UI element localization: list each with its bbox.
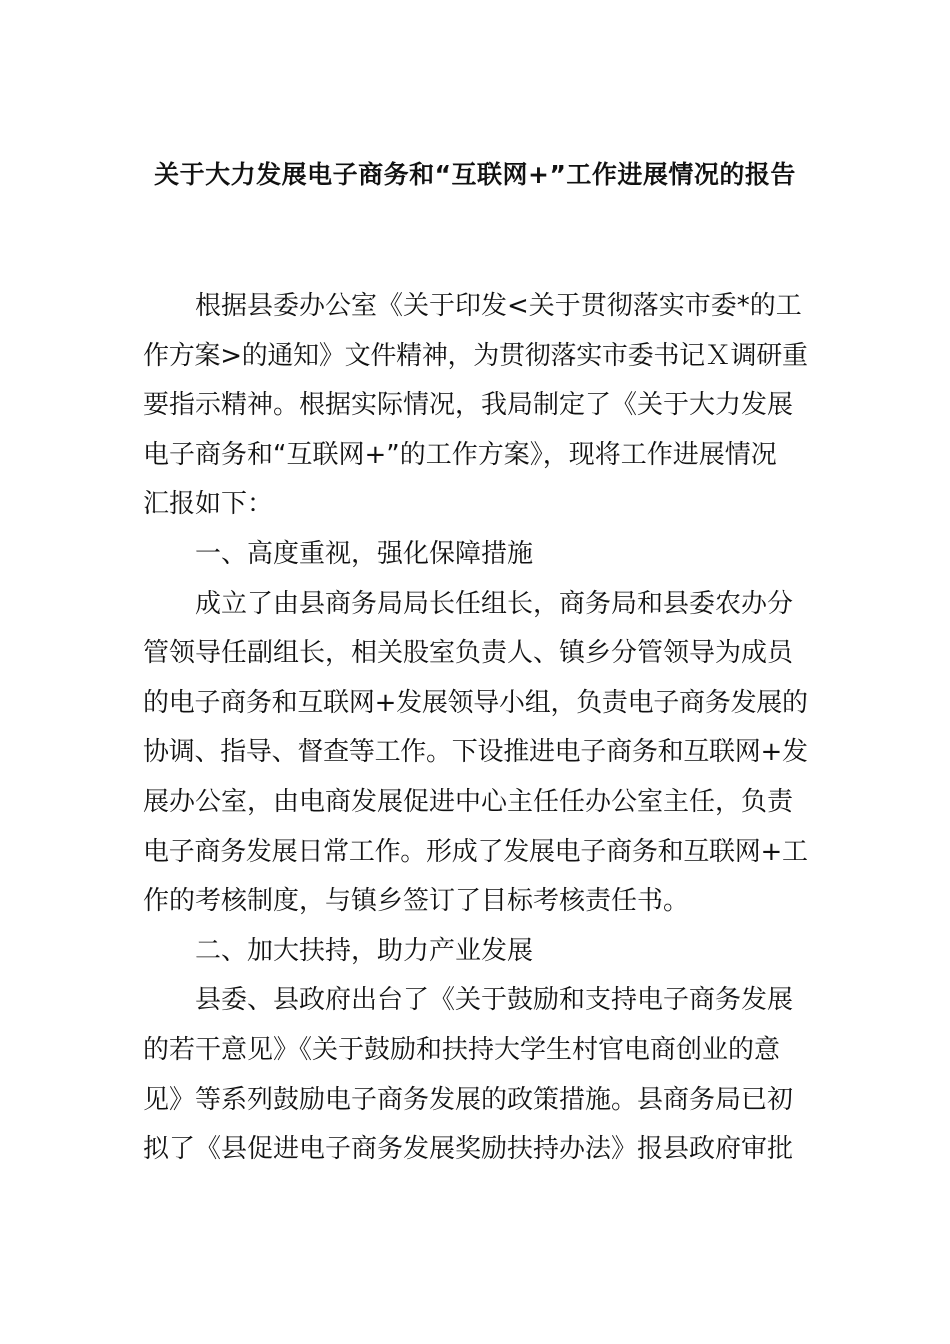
body-line: 电子商务和“互联网+”的工作方案》，现将工作进展情况 [143, 439, 777, 470]
body-line: 要指示精神。根据实际情况，我局制定了《关于大力发展 [143, 390, 794, 421]
body-line: 展办公室，由电商发展促进中心主任任办公室主任，负责 [143, 786, 794, 817]
body-line: 县委、县政府出台了《关于鼓励和支持电子商务发展 [195, 985, 794, 1016]
body-line: 一、高度重视，强化保障措施 [195, 538, 534, 569]
body-line: 根据县委办公室《关于印发<关于贯彻落实市委*的工 [195, 291, 802, 321]
body-line: 协调、指导、督查等工作。下设推进电子商务和互联网+发 [143, 737, 808, 768]
body-line: 作方案>的通知》文件精神，为贯彻落实市委书记Ｘ调研重 [143, 340, 808, 371]
body-line: 的电子商务和互联网+发展领导小组，负责电子商务发展的 [143, 687, 808, 718]
body-line: 电子商务发展日常工作。形成了发展电子商务和互联网+工 [143, 836, 808, 867]
body-line: 二、加大扶持，助力产业发展 [195, 935, 534, 966]
body-line: 管领导任副组长，相关股室负责人、镇乡分管领导为成员 [143, 638, 794, 669]
body-line: 汇报如下： [143, 489, 274, 520]
body-line: 的若干意见》《关于鼓励和扶持大学生村官电商创业的意 [143, 1034, 781, 1065]
body-line: 见》等系列鼓励电子商务发展的政策措施。县商务局已初 [143, 1084, 794, 1115]
document-body [143, 282, 808, 1175]
body-line: 成立了由县商务局局长任组长，商务局和县委农办分 [195, 588, 794, 619]
body-line: 作的考核制度，与镇乡签订了目标考核责任书。 [143, 886, 690, 917]
body-line: 拟了《县促进电子商务发展奖励扶持办法》报县政府审批 [143, 1134, 794, 1165]
document-title: 关于大力发展电子商务和“互联网+”工作进展情况的报告 [154, 160, 796, 189]
